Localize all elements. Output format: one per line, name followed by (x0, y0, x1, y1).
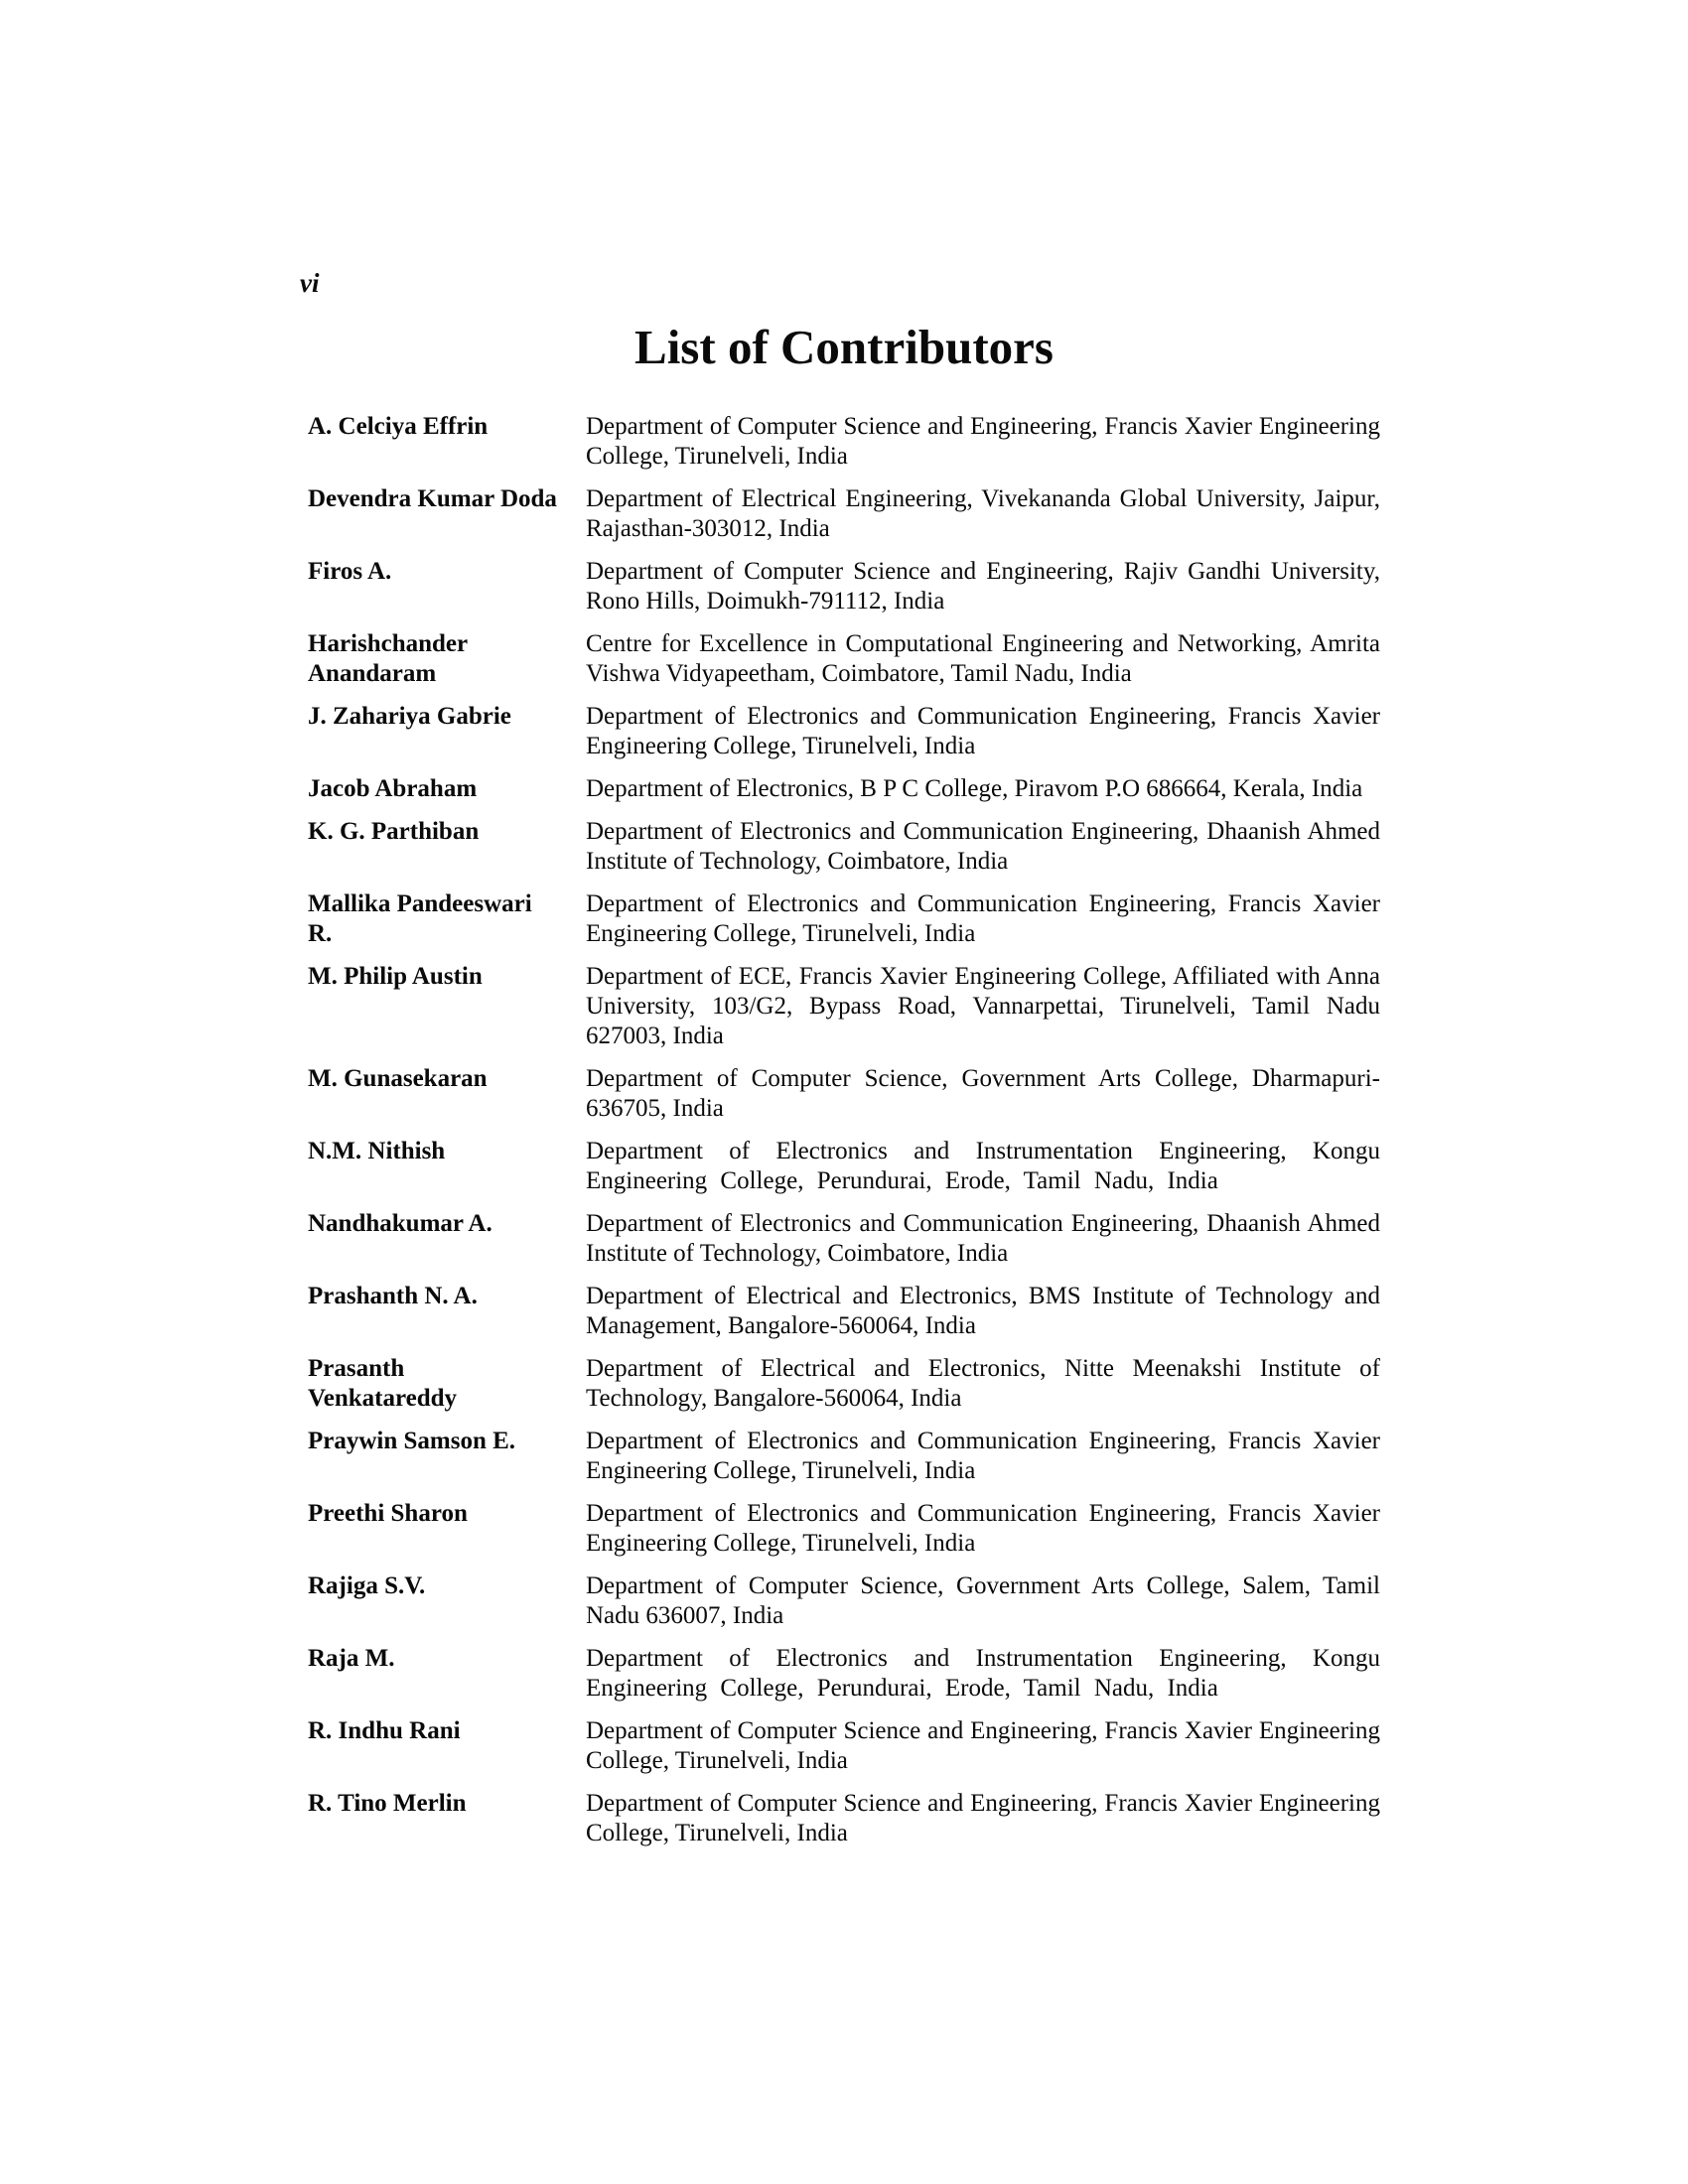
contributor-affiliation-line: Department of Electronics and Instrumentation Engineering, Kongu (586, 1645, 1380, 1672)
contributor-name-line: Mallika Pandeeswari (308, 890, 532, 917)
contributor-name (308, 1354, 586, 1414)
contributor-affiliation (586, 1644, 1380, 1704)
contributor-name-line: N.M. Nithish (308, 1138, 446, 1164)
contributor-name-line: Raja M. (308, 1645, 395, 1672)
contributor-row (308, 557, 1380, 616)
contributor-row (308, 1789, 1380, 1848)
contributor-affiliation (586, 817, 1380, 877)
contributor-name-line: Venkatareddy (308, 1385, 458, 1412)
contributor-name (308, 1064, 586, 1124)
contributor-affiliation-line: Nadu 636007, India (586, 1602, 784, 1629)
contributor-row (308, 774, 1380, 804)
contributor-name (308, 962, 586, 1051)
contributor-name-line: Devendra Kumar Doda (308, 485, 557, 512)
contributor-affiliation (586, 1137, 1380, 1196)
contributor-name (308, 889, 586, 949)
contributor-name (308, 1716, 586, 1776)
contributor-name-line: R. Tino Merlin (308, 1790, 467, 1817)
contributor-name-line: Praywin Samson E. (308, 1428, 516, 1454)
contributor-name (308, 1282, 586, 1341)
contributor-affiliation-line: Department of Electronics and Communication Engineering, Francis Xavier (586, 703, 1380, 730)
contributor-affiliation-line: Engineering College, Tirunelveli, India (586, 733, 976, 759)
contributor-affiliation (586, 702, 1380, 761)
contributor-row (308, 1499, 1380, 1559)
contributor-name-line: R. Indhu Rani (308, 1717, 461, 1744)
contributor-name-line: A. Celciya Effrin (308, 413, 489, 440)
contributor-affiliation-line: College, Tirunelveli, India (586, 1747, 848, 1774)
contributor-name-line: M. Gunasekaran (308, 1065, 488, 1092)
contributor-list (308, 412, 1380, 1861)
contributor-row (308, 1137, 1380, 1196)
contributor-affiliation-line: Department of Computer Science and Engineering, Rajiv Gandhi University, (586, 558, 1380, 585)
contributor-affiliation-line: Institute of Technology, Coimbatore, India (586, 1240, 1009, 1267)
contributor-affiliation (586, 962, 1380, 1051)
contributor-affiliation-line: 627003, India (586, 1023, 724, 1049)
contributor-affiliation-line: Department of Electrical and Electronics, Nitte Meenakshi Institute of (586, 1355, 1380, 1382)
contributor-affiliation (586, 1716, 1380, 1776)
contributor-affiliation-line: Technology, Bangalore-560064, India (586, 1385, 962, 1412)
contributor-row (308, 1064, 1380, 1124)
contributor-affiliation (586, 557, 1380, 616)
contributor-name (308, 1789, 586, 1848)
contributor-name (308, 1499, 586, 1559)
contributor-name (308, 412, 586, 472)
contributor-affiliation-line: University, 103/G2, Bypass Road, Vannarpettai, Tirunelveli, Tamil Nadu (586, 993, 1380, 1020)
contributor-affiliation-line: Engineering College, Tirunelveli, India (586, 920, 976, 947)
contributor-affiliation-line: Department of Computer Science and Engineering, Francis Xavier Engineering (586, 413, 1380, 440)
contributor-row (308, 817, 1380, 877)
contributor-affiliation (586, 1789, 1380, 1848)
contributor-row (308, 484, 1380, 544)
contributor-name (308, 484, 586, 544)
contributor-name-line: J. Zahariya Gabrie (308, 703, 511, 730)
page-title: List of Contributors (634, 320, 1054, 374)
contributor-name-line: Firos A. (308, 558, 392, 585)
contributor-affiliation (586, 1427, 1380, 1486)
contributor-affiliation (586, 1499, 1380, 1559)
contributor-affiliation-line: Department of Computer Science and Engineering, Francis Xavier Engineering (586, 1717, 1380, 1744)
contributor-affiliation-line: Engineering College, Perundurai, Erode, Tamil Nadu, India (586, 1167, 1218, 1194)
contributor-affiliation-line: Institute of Technology, Coimbatore, India (586, 848, 1009, 875)
contributor-affiliation (586, 629, 1380, 689)
contributor-row (308, 889, 1380, 949)
contributor-row (308, 1644, 1380, 1704)
contributor-affiliation (586, 412, 1380, 472)
contributor-affiliation (586, 484, 1380, 544)
contributor-row (308, 1716, 1380, 1776)
contributor-row (308, 1571, 1380, 1631)
contributor-name (308, 817, 586, 877)
contributor-affiliation-line: Department of Electronics and Communication Engineering, Francis Xavier (586, 890, 1380, 917)
contributor-affiliation (586, 1354, 1380, 1414)
contributor-name (308, 702, 586, 761)
contributor-affiliation (586, 1571, 1380, 1631)
contributor-row (308, 629, 1380, 689)
contributor-name-line: R. (308, 920, 333, 947)
contributor-row (308, 1354, 1380, 1414)
contributor-name (308, 557, 586, 616)
contributor-affiliation-line: Department of Electrical and Electronics, BMS Institute of Technology and (586, 1283, 1380, 1309)
contributor-affiliation-line: 636705, India (586, 1095, 724, 1122)
contributor-name-line: Anandaram (308, 660, 437, 687)
contributor-name (308, 1209, 586, 1269)
contributor-affiliation-line: Department of Electrical Engineering, Vivekananda Global University, Jaipur, (586, 485, 1380, 512)
contributor-affiliation-line: Rono Hills, Doimukh-791112, India (586, 588, 945, 614)
contributor-name (308, 1571, 586, 1631)
page-number: vi (300, 268, 320, 298)
contributor-name-line: K. G. Parthiban (308, 818, 480, 845)
contributor-affiliation-line: Department of Electronics and Communication Engineering, Dhaanish Ahmed (586, 818, 1380, 845)
contributor-name-line: Jacob Abraham (308, 775, 478, 802)
contributor-affiliation-line: College, Tirunelveli, India (586, 443, 848, 470)
contributor-affiliation-line: Engineering College, Tirunelveli, India (586, 1530, 976, 1557)
contributor-name-line: Harishchander (308, 630, 469, 657)
contributor-row (308, 412, 1380, 472)
contributor-affiliation-line: Department of Computer Science, Government Arts College, Dharmapuri- (586, 1065, 1380, 1092)
contributor-affiliation-line: Engineering College, Perundurai, Erode, Tamil Nadu, India (586, 1675, 1218, 1702)
contributor-affiliation-line: Centre for Excellence in Computational Engineering and Networking, Amrita (586, 630, 1380, 657)
contributor-affiliation-line: Department of Electronics, B P C College, Piravom P.O 686664, Kerala, India (586, 775, 1363, 802)
contributor-name (308, 1427, 586, 1486)
contributor-affiliation-line: Rajasthan-303012, India (586, 515, 830, 542)
contributor-affiliation-line: Department of Computer Science and Engineering, Francis Xavier Engineering (586, 1790, 1380, 1817)
contributor-affiliation (586, 889, 1380, 949)
contributor-affiliation (586, 774, 1380, 804)
contributor-name-line: Prasanth (308, 1355, 405, 1382)
contributor-row (308, 1209, 1380, 1269)
contributor-affiliation-line: Vishwa Vidyapeetham, Coimbatore, Tamil Nadu, India (586, 660, 1132, 687)
contributor-name-line: Rajiga S.V. (308, 1572, 426, 1599)
contributor-affiliation (586, 1282, 1380, 1341)
contributor-affiliation-line: Department of Electronics and Communication Engineering, Dhaanish Ahmed (586, 1210, 1380, 1237)
contributor-row (308, 962, 1380, 1051)
contributor-name-line: Preethi Sharon (308, 1500, 468, 1527)
contributor-name (308, 774, 586, 804)
contributor-name (308, 629, 586, 689)
contributor-name-line: Nandhakumar A. (308, 1210, 492, 1237)
contributor-affiliation (586, 1209, 1380, 1269)
contributor-affiliation-line: Department of Computer Science, Government Arts College, Salem, Tamil (586, 1572, 1380, 1599)
contributor-affiliation (586, 1064, 1380, 1124)
contributor-name-line: M. Philip Austin (308, 963, 483, 990)
contributor-affiliation-line: College, Tirunelveli, India (586, 1820, 848, 1846)
contributor-name-line: Prashanth N. A. (308, 1283, 478, 1309)
contributor-affiliation-line: Management, Bangalore-560064, India (586, 1312, 976, 1339)
contributor-name (308, 1644, 586, 1704)
contributor-affiliation-line: Department of ECE, Francis Xavier Engineering College, Affiliated with Anna (586, 963, 1380, 990)
contributor-row (308, 702, 1380, 761)
contributor-row (308, 1282, 1380, 1341)
contributor-affiliation-line: Engineering College, Tirunelveli, India (586, 1457, 976, 1484)
contributor-affiliation-line: Department of Electronics and Communication Engineering, Francis Xavier (586, 1428, 1380, 1454)
contributor-affiliation-line: Department of Electronics and Communication Engineering, Francis Xavier (586, 1500, 1380, 1527)
contributor-name (308, 1137, 586, 1196)
contributor-affiliation-line: Department of Electronics and Instrumentation Engineering, Kongu (586, 1138, 1380, 1164)
contributor-row (308, 1427, 1380, 1486)
